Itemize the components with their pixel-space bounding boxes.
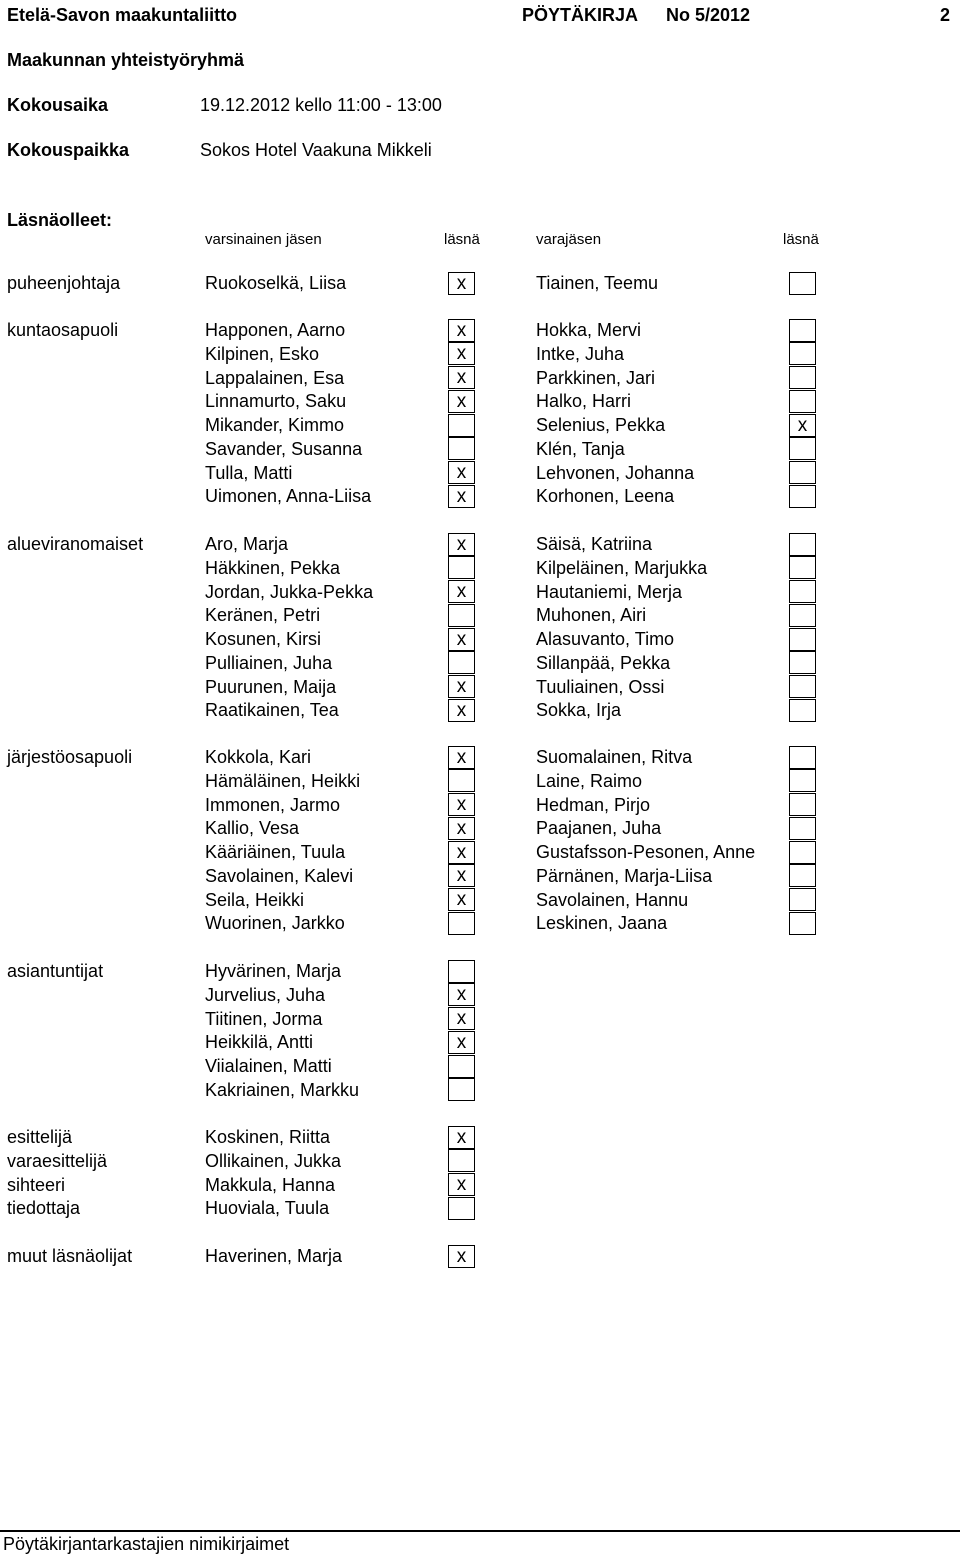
member-present-checkbox[interactable]: x [448, 1007, 475, 1030]
member-present-checkbox[interactable]: x [448, 983, 475, 1006]
member-present-checkbox[interactable] [448, 556, 475, 579]
member-present-checkbox[interactable] [448, 604, 475, 627]
deputy-present-checkbox[interactable] [789, 272, 816, 295]
member-name: Seila, Heikki [205, 889, 305, 910]
member-name: Ruokoselkä, Liisa [205, 273, 347, 293]
deputy-present-checkbox[interactable] [789, 912, 816, 935]
deputy-present-checkbox[interactable] [789, 746, 816, 769]
member-present-checkbox[interactable]: x [448, 1126, 475, 1149]
deputy-present-checkbox[interactable] [789, 888, 816, 911]
meeting-time-value: 19.12.2012 kello 11:00 - 13:00 [200, 95, 442, 115]
deputy-name: Kilpeläinen, Marjukka [536, 557, 708, 578]
member-name: Jurvelius, Juha [205, 984, 326, 1005]
member-name: Kallio, Vesa [205, 818, 300, 839]
deputy-present-checkbox[interactable] [789, 437, 816, 460]
deputy-present-checkbox[interactable] [789, 864, 816, 887]
col-header-member: varsinainen jäsen [205, 231, 322, 248]
member-name: Mikander, Kimmo [205, 415, 345, 435]
deputy-name: Lehvonen, Johanna [536, 462, 695, 483]
member-present-checkbox[interactable]: x [448, 628, 475, 651]
deputy-name: Parkkinen, Jari [536, 367, 656, 388]
member-present-checkbox[interactable]: x [448, 461, 475, 484]
role-label: sihteeri [7, 1174, 66, 1195]
deputy-present-checkbox[interactable] [789, 556, 816, 579]
member-name: Hyvärinen, Marja [205, 961, 342, 981]
member-name: Makkula, Hanna [205, 1174, 336, 1195]
member-name: Häkkinen, Pekka [205, 557, 341, 578]
member-present-checkbox[interactable]: x [448, 390, 475, 413]
member-name: Savander, Susanna [205, 438, 363, 459]
deputy-name: Hautaniemi, Merja [536, 581, 683, 602]
member-name: Tulla, Matti [205, 462, 293, 483]
deputy-present-checkbox[interactable] [789, 461, 816, 484]
col-header-deputy: varajäsen [536, 231, 602, 248]
member-present-checkbox[interactable]: x [448, 1173, 475, 1196]
deputy-present-checkbox[interactable] [789, 342, 816, 365]
member-name: Keränen, Petri [205, 605, 321, 626]
member-present-checkbox[interactable]: x [448, 580, 475, 603]
member-name: Hämäläinen, Heikki [205, 770, 361, 791]
group-label: asiantuntijat [7, 961, 104, 981]
member-name: Kokkola, Kari [205, 747, 312, 767]
member-present-checkbox[interactable]: x [448, 319, 475, 342]
member-name: Savolainen, Kalevi [205, 865, 354, 886]
member-present-checkbox[interactable]: x [448, 1031, 475, 1054]
member-present-checkbox[interactable]: x [448, 675, 475, 698]
member-name: Viialainen, Matti [205, 1056, 332, 1076]
meeting-place-label: Kokouspaikka [7, 140, 130, 160]
member-name: Linnamurto, Saku [205, 391, 347, 412]
member-present-checkbox[interactable] [448, 769, 475, 792]
member-name: Kilpinen, Esko [205, 343, 320, 364]
signatures-label: Pöytäkirjantarkastajien nimikirjaimet [3, 1534, 290, 1554]
deputy-name: Hedman, Pirjo [536, 794, 651, 815]
group-label: kuntaosapuoli [7, 320, 119, 340]
doc-number: No 5/2012 [666, 5, 751, 25]
member-present-checkbox[interactable] [448, 912, 475, 935]
member-present-checkbox[interactable] [448, 651, 475, 674]
member-name: Kosunen, Kirsi [205, 629, 322, 649]
member-name: Kääriäinen, Tuula [205, 842, 346, 862]
member-name: Aro, Marja [205, 534, 289, 554]
member-name: Immonen, Jarmo [205, 794, 341, 815]
deputy-name: Korhonen, Leena [536, 486, 675, 507]
deputy-name: Muhonen, Airi [536, 605, 647, 626]
deputy-name: Tuuliainen, Ossi [536, 676, 665, 697]
member-name: Tiitinen, Jorma [205, 1008, 323, 1029]
member-present-checkbox[interactable] [448, 1055, 475, 1078]
deputy-name: Klén, Tanja [536, 438, 625, 459]
deputy-name: Suomalainen, Ritva [536, 747, 693, 767]
member-present-checkbox[interactable] [448, 1078, 475, 1101]
member-present-checkbox[interactable]: x [448, 272, 475, 295]
role-label: varaesittelijä [7, 1150, 108, 1171]
deputy-present-checkbox[interactable] [789, 319, 816, 342]
member-name: Happonen, Aarno [205, 320, 346, 340]
member-name: Lappalainen, Esa [205, 367, 345, 388]
member-present-checkbox[interactable] [448, 960, 475, 983]
deputy-present-checkbox[interactable]: x [789, 414, 816, 437]
group-label: järjestöosapuoli [7, 747, 133, 767]
deputy-name: Paajanen, Juha [536, 818, 662, 839]
col-header-present-deputy: läsnä [783, 231, 819, 248]
deputy-present-checkbox[interactable] [789, 841, 816, 864]
member-name: Kakriainen, Markku [205, 1079, 360, 1100]
deputy-name: Sillanpää, Pekka [536, 652, 671, 673]
group-name: Maakunnan yhteistyöryhmä [7, 50, 245, 70]
member-name: Koskinen, Riitta [205, 1127, 331, 1147]
deputy-name: Savolainen, Hannu [536, 889, 689, 910]
deputy-name: Säisä, Katriina [536, 534, 653, 554]
doc-type: PÖYTÄKIRJA [522, 5, 639, 25]
deputy-present-checkbox[interactable] [789, 485, 816, 508]
deputy-present-checkbox[interactable] [789, 604, 816, 627]
deputy-present-checkbox[interactable] [789, 533, 816, 556]
deputy-present-checkbox[interactable] [789, 651, 816, 674]
member-present-checkbox[interactable]: x [448, 366, 475, 389]
member-name: Ollikainen, Jukka [205, 1150, 342, 1171]
meeting-time-label: Kokousaika [7, 95, 109, 115]
member-present-checkbox[interactable]: x [448, 342, 475, 365]
member-name: Puurunen, Maija [205, 676, 337, 697]
deputy-name: Laine, Raimo [536, 770, 643, 791]
member-present-checkbox[interactable]: x [448, 841, 475, 864]
deputy-present-checkbox[interactable] [789, 366, 816, 389]
member-name: Wuorinen, Jarkko [205, 913, 345, 934]
member-name: Jordan, Jukka-Pekka [205, 581, 374, 602]
attendance-title: Läsnäolleet: [7, 210, 113, 230]
deputy-present-checkbox[interactable] [789, 699, 816, 722]
deputy-present-checkbox[interactable] [789, 793, 816, 816]
page-number: 2 [940, 5, 951, 25]
member-present-checkbox[interactable]: x [448, 746, 475, 769]
member-name: Pulliainen, Juha [205, 652, 333, 673]
member-name: Heikkilä, Antti [205, 1032, 314, 1053]
deputy-present-checkbox[interactable] [789, 675, 816, 698]
member-name: Uimonen, Anna-Liisa [205, 486, 372, 507]
member-present-checkbox[interactable]: x [448, 793, 475, 816]
member-present-checkbox[interactable]: x [448, 1245, 475, 1268]
member-name: Huoviala, Tuula [205, 1198, 330, 1219]
member-present-checkbox[interactable] [448, 437, 475, 460]
role-label: tiedottaja [7, 1198, 81, 1219]
deputy-present-checkbox[interactable] [789, 628, 816, 651]
deputy-present-checkbox[interactable] [789, 769, 816, 792]
deputy-name: Sokka, Irja [536, 700, 622, 721]
group-label: muut läsnäolijat [7, 1246, 133, 1266]
role-label: esittelijä [7, 1127, 73, 1147]
deputy-name: Pärnänen, Marja-Liisa [536, 865, 713, 886]
deputy-name: Gustafsson-Pesonen, Anne [536, 842, 756, 862]
member-present-checkbox[interactable]: x [448, 888, 475, 911]
member-present-checkbox[interactable]: x [448, 864, 475, 887]
deputy-name: Tiainen, Teemu [536, 273, 659, 293]
member-present-checkbox[interactable]: x [448, 699, 475, 722]
col-header-present: läsnä [444, 231, 480, 248]
member-present-checkbox[interactable] [448, 414, 475, 437]
deputy-present-checkbox[interactable] [789, 580, 816, 603]
member-present-checkbox[interactable] [448, 1149, 475, 1172]
group-label: puheenjohtaja [7, 273, 121, 293]
deputy-present-checkbox[interactable] [789, 390, 816, 413]
member-present-checkbox[interactable]: x [448, 533, 475, 556]
meeting-place-value: Sokos Hotel Vaakuna Mikkeli [200, 140, 432, 160]
org-name: Etelä-Savon maakuntaliitto [7, 5, 238, 25]
deputy-name: Hokka, Mervi [536, 320, 642, 340]
deputy-name: Selenius, Pekka [536, 415, 666, 435]
member-name: Haverinen, Marja [205, 1246, 343, 1266]
deputy-name: Intke, Juha [536, 343, 625, 364]
deputy-present-checkbox[interactable] [789, 817, 816, 840]
deputy-name: Alasuvanto, Timo [536, 629, 675, 649]
group-label: alueviranomaiset [7, 534, 144, 554]
member-present-checkbox[interactable] [448, 1197, 475, 1220]
member-present-checkbox[interactable]: x [448, 817, 475, 840]
footer-rule [0, 1530, 960, 1532]
deputy-name: Halko, Harri [536, 391, 632, 412]
deputy-name: Leskinen, Jaana [536, 913, 668, 934]
member-name: Raatikainen, Tea [205, 700, 339, 721]
member-present-checkbox[interactable]: x [448, 485, 475, 508]
